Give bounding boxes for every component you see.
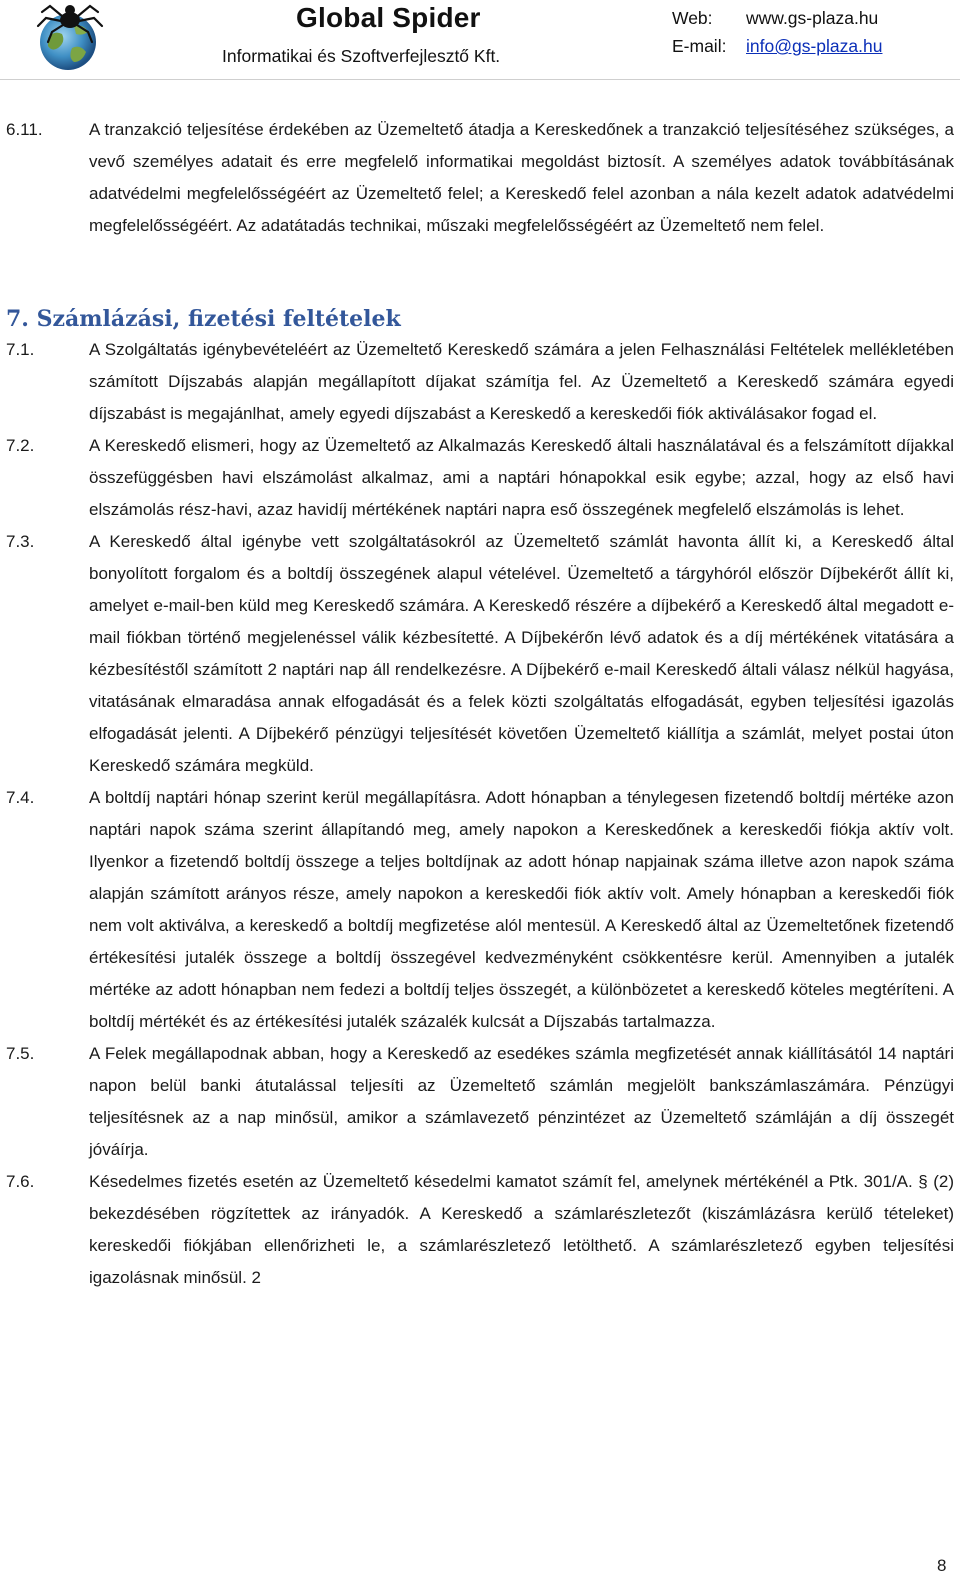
page-header — [0, 0, 960, 80]
paragraph-number: 6.11. — [6, 120, 43, 139]
paragraph-6-11 — [6, 114, 954, 242]
email-label: E-mail: — [672, 36, 727, 56]
contact-info — [672, 4, 882, 60]
email-row — [672, 32, 882, 60]
paragraph-number: 7.1. — [6, 340, 35, 359]
paragraph-text: A Kereskedő elismeri, hogy az Üzemeltető az Alkalmazás Kereskedő általi használatával és a felszámított díjakkal összefüggésben havi elszámolást alkalmaz, ami a naptári hónapokkal esik egybe; azzal, hogy az első havi elszámolás rész-havi, azaz havidíj mértékének naptári napra eső összegének megfelelő elszámolás is lehet. — [89, 436, 954, 519]
paragraph-text: A Felek megállapodnak abban, hogy a Kereskedő az esedékes számla megfizetését annak kiállításától 14 naptári napon belül banki átutalással teljesíti az Üzemeltető számlán megjelölt bankszámlaszámára. Pénzügyi teljesítésnek az a nap minősül, amikor a számlavezető pénzintézet az Üzemeltető számláján a díj összegét jóváírja. — [89, 1044, 954, 1159]
paragraph-7-2 — [6, 430, 954, 526]
paragraph-7-1 — [6, 334, 954, 430]
header-divider — [0, 79, 960, 80]
paragraph-7-4 — [6, 782, 954, 1038]
paragraph-text: A Kereskedő által igénybe vett szolgáltatásokról az Üzemeltető számlát havonta állít ki, a Kereskedő által bonyolított forgalom és a boltdíj összegének alapul vételével. Üzemeltető a tárgyhóról először Díjbekérőt állít ki, amelyet e-mail-ben küld meg Kereskedő számára. A Kereskedő részére a díjbekérő a Kereskedő által megadott e-mail fiókban történő megjelenéssel válik kézbesítetté. A Díjbekérőn lévő adatok és a díj mértékének vitatására a kézbesítéstől számított 2 naptári nap áll rendelkezésre. A Díjbekérő e-mail Kereskedő általi válasz nélkül hagyása, vitatásának elmaradása annak elfogadását és a felek közti szolgáltatás elfogadását, egyben teljesítési igazolás elfogadását jelenti. A Díjbekérő pénzügyi teljesítését követően Üzemeltető kiállítja a számlát, melyet postai úton Kereskedő számára megküld. — [89, 532, 954, 775]
paragraph-7-5 — [6, 1038, 954, 1166]
paragraph-number: 7.2. — [6, 436, 35, 455]
web-row — [672, 4, 882, 32]
paragraph-text: A tranzakció teljesítése érdekében az Üzemeltető átadja a Kereskedőnek a tranzakció teljesítéséhez szükséges, a vevő személyes adatait és erre megfelelő informatikai megoldást biztosít. A személyes adatok továbbításának adatvédelmi megfelelősségéért az Üzemeltető felel; a Kereskedő felel azonban a nála kezelt adatok adatvédelmi megfelelősségéért. Az adatátadás technikai, műszaki megfelelősségéért az Üzemeltető nem felel. — [89, 120, 954, 235]
document-body — [6, 114, 954, 1294]
paragraph-text: A Szolgáltatás igénybevételéért az Üzemeltető Kereskedő számára a jelen Felhasználási Feltételek mellékletében számított Díjszabás alapján megállapított díjakat számítja fel. Az Üzemeltető a Kereskedő számára egyedi díjszabást is megajánlhat, amely egyedi díjszabást a Kereskedő a kereskedői fiók aktiválásakor fogad el. — [89, 340, 954, 423]
spider-globe-logo-icon — [34, 2, 104, 74]
paragraph-text: Késedelmes fizetés esetén az Üzemeltető késedelmi kamatot számít fel, amelynek mértékénél a Ptk. 301/A. § (2) bekezdésében rögzítettek az irányadók. A Kereskedő a számlarészletezőt (kiszámlázásra kerülő tételeket) kereskedői fiókjában ellenőrizheti le, a számlarészletező letölthető. A számlarészletező egyben teljesítési igazolásnak minősül. 2 — [89, 1172, 954, 1287]
paragraph-text: A boltdíj naptári hónap szerint kerül megállapításra. Adott hónapban a ténylegesen fizetendő boltdíj mértéke azon naptári napok száma szerint állapítandó meg, amely napokon a Kereskedőnek a kereskedői fiókja aktív volt. Ilyenkor a fizetendő boltdíj összege a teljes boltdíjnak az adott hónap napjainak száma illetve azon napok száma alapján számított arányos része, amely napokon a kereskedői fiók aktív volt. Amely hónapban a kereskedői fiók nem volt aktiválva, a kereskedő a boltdíj megfizetése alól mentesül. A Kereskedő által az Üzemeltetőnek fizetendő értékesítési jutalék összege a boltdíj összegével kedvezményként csökkentésre kerül. Amennyiben a jutalék mértéke az adott hónapban nem fedezi a boltdíj teljes összegét, a különbözetet a kereskedő köteles megtéríteni. A boltdíj mértékét és az értékesítési jutalék százalék kulcsát a Díjszabás tartalmazza. — [89, 788, 954, 1031]
page-number: 8 — [937, 1556, 947, 1575]
web-label: Web: — [672, 8, 713, 28]
section-title: 7. Számlázási, fizetési feltételek — [6, 306, 401, 332]
paragraph-number: 7.6. — [6, 1172, 35, 1191]
company-name: Global Spider — [296, 2, 481, 33]
paragraph-number: 7.4. — [6, 788, 35, 807]
company-subtitle: Informatikai és Szoftverfejlesztő Kft. — [222, 46, 501, 66]
paragraph-number: 7.3. — [6, 532, 35, 551]
paragraph-number: 7.5. — [6, 1044, 35, 1063]
paragraph-7-6 — [6, 1166, 954, 1294]
spacer — [6, 242, 954, 304]
email-link[interactable]: info@gs-plaza.hu — [746, 36, 883, 56]
paragraph-7-3 — [6, 526, 954, 782]
web-value: www.gs-plaza.hu — [746, 8, 879, 28]
